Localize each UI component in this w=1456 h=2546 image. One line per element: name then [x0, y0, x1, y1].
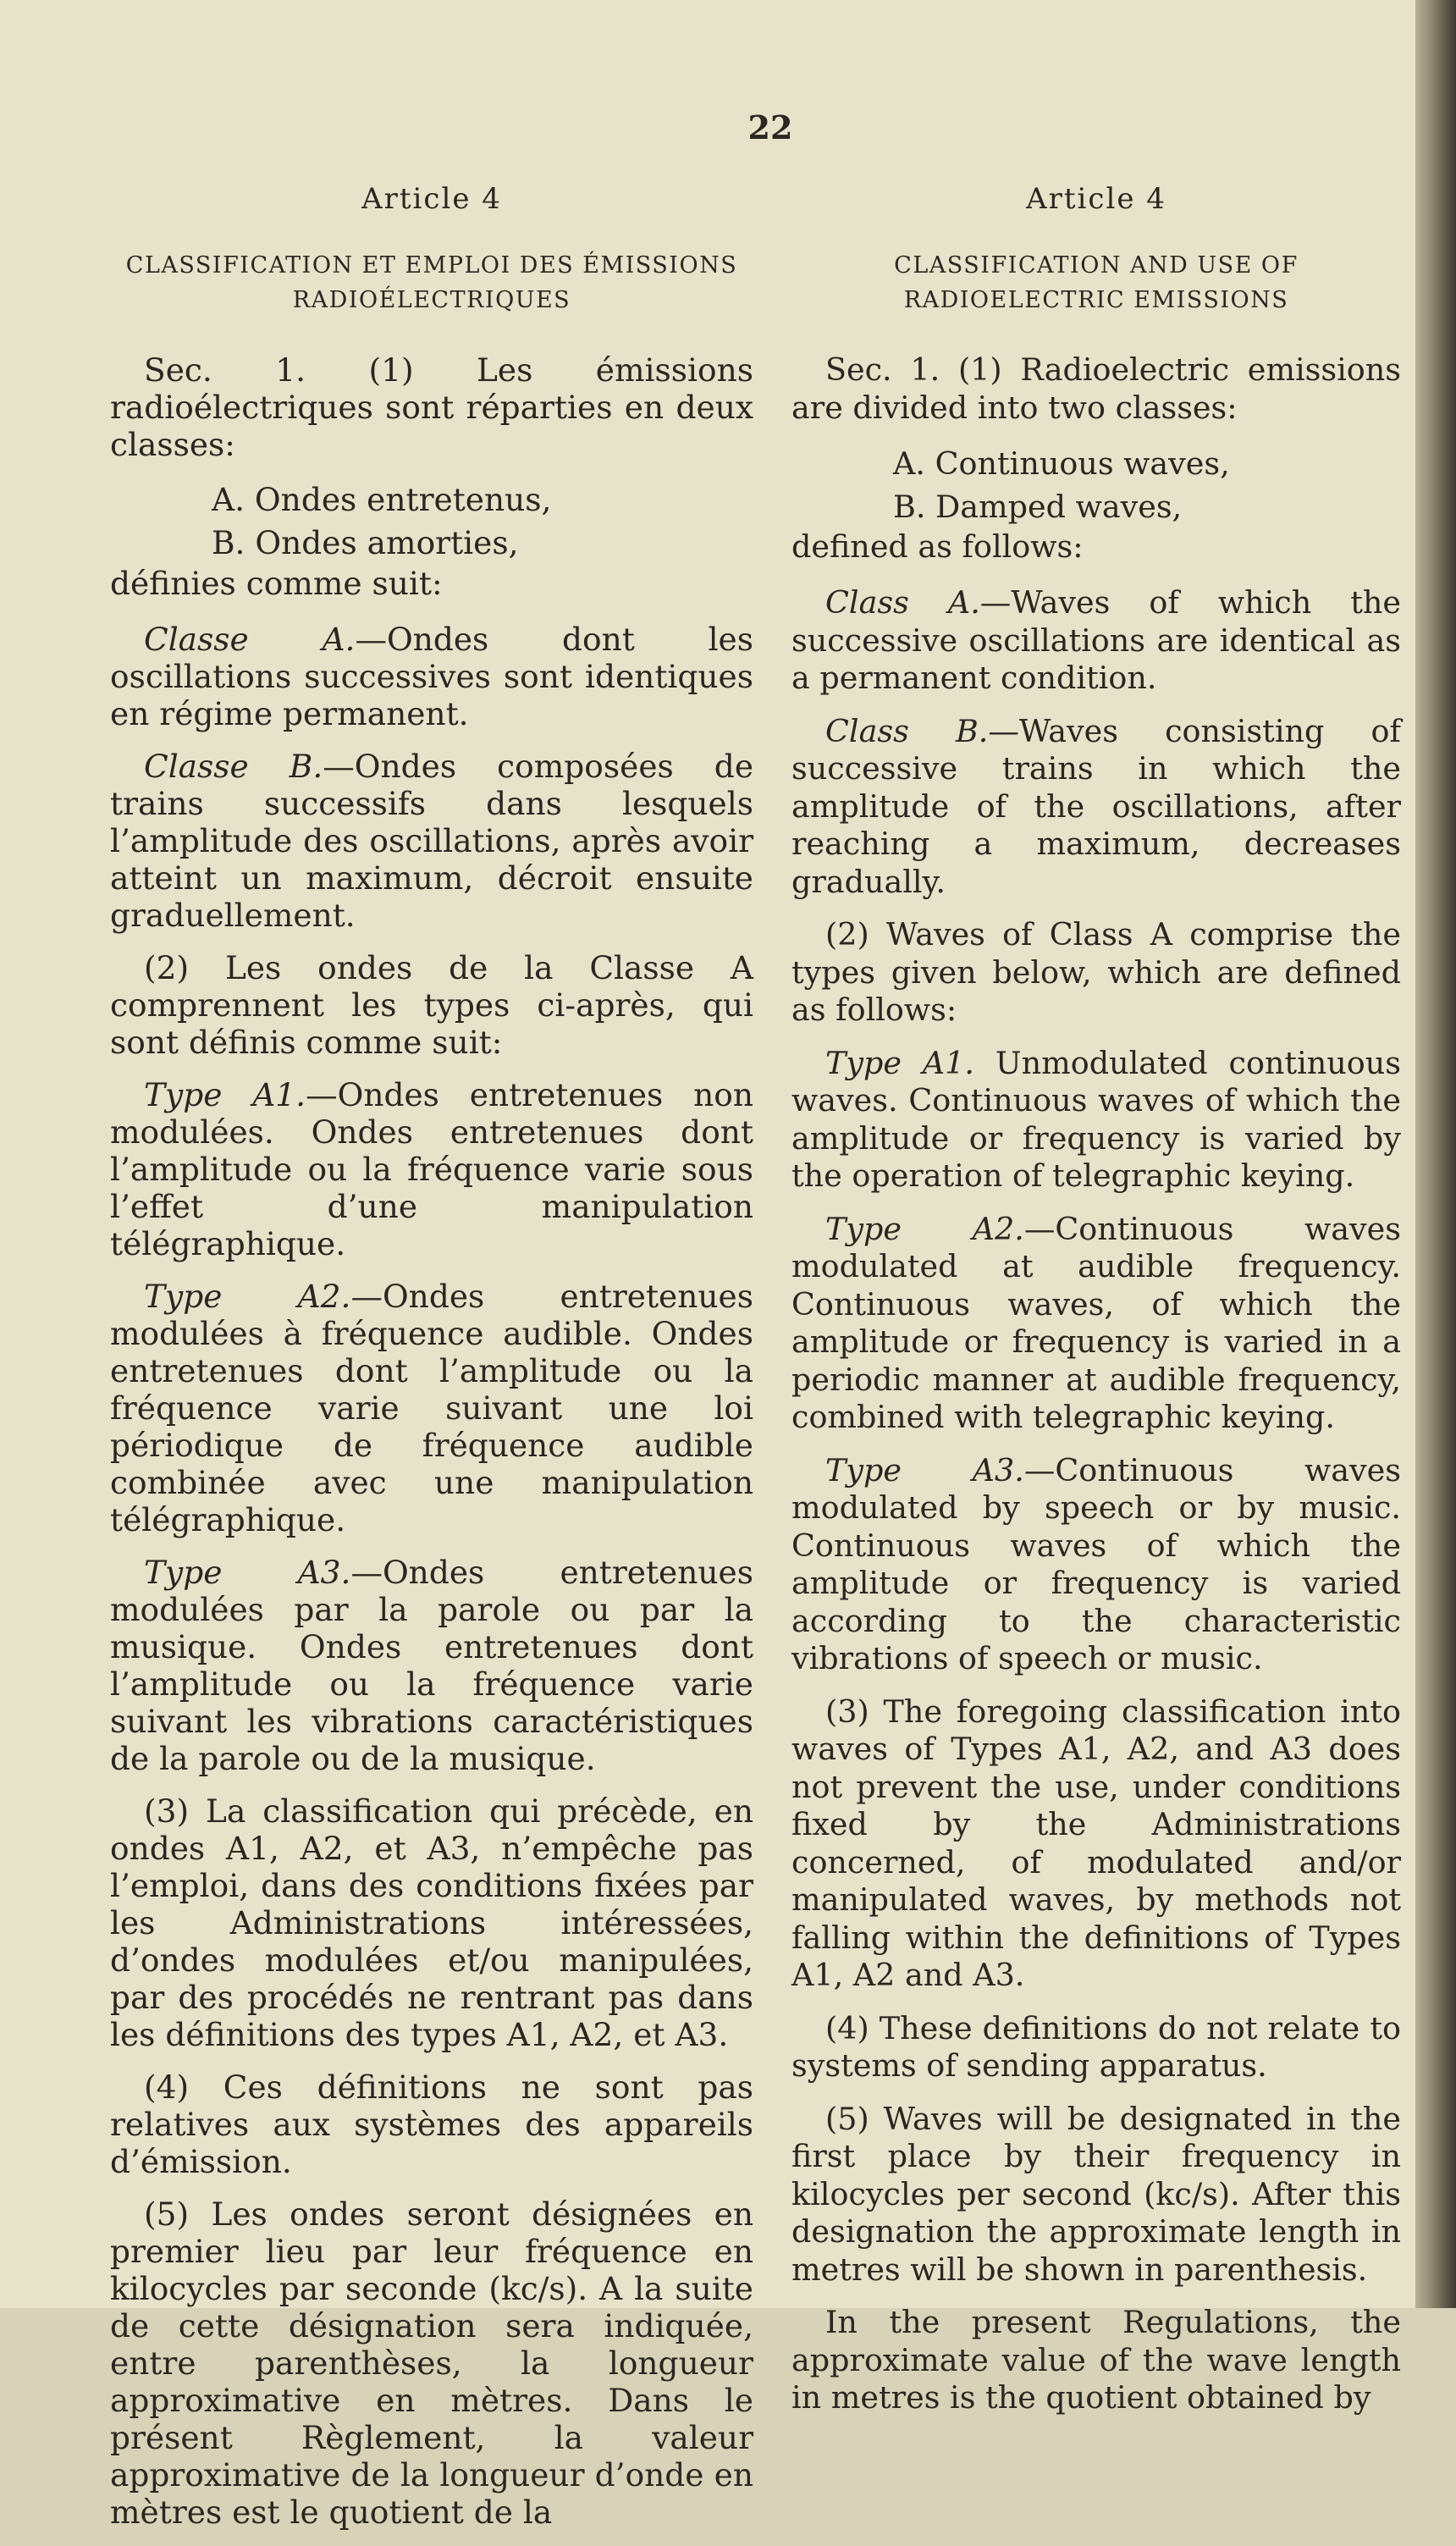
paragraph-4: (4) These definitions do not relate to systems of sending apparatus. — [791, 2009, 1401, 2084]
type-a3-text: —Ondes entretenues modulées par la parole ou par la musique. Ondes entretenues dont l’amplitude ou la fréquence varie suivant les vibrations caractéristiques de la parole ou de la musique. — [110, 1554, 753, 1777]
class-b-label: Class B. — [825, 712, 989, 749]
section-1-intro: Sec. 1. (1) Les émissions radioélectriques sont réparties en deux classes: — [110, 351, 753, 463]
type-a3-label: Type A3. — [144, 1554, 351, 1591]
class-a-definition — [791, 584, 1401, 698]
paragraph-3: (3) The foregoing classification into waves of Types A1, A2, and A3 does not prevent the use, under conditions fixed by the Administrations concerned, of modulated and/or manipulated waves, by methods not falling within the definitions of Types A1, A2 and A3. — [791, 1693, 1401, 1993]
class-list-item: A. Continuous waves, — [893, 445, 1230, 482]
paragraph-5: (5) Les ondes seront désignées en premier lieu par leur fréquence en kilocycles par seconde (kc/s). A la suite de cette désignation sera indiquée, entre parenthèses, la longueur approximative en mètres. Dans le présent Règlement, la valeur approximative de la longueur d’onde en mètres est le quotient de la — [110, 2195, 753, 2531]
paragraph-3: (3) La classification qui précède, en ondes A1, A2, et A3, n’empêche pas l’emploi, dans des conditions fixées par les Administrations intéressées, d’ondes modulées et/ou manipulées, par des procédés ne rentrant pas dans les définitions des types A1, A2, et A3. — [110, 1792, 753, 2053]
type-a3-definition — [110, 1554, 753, 1777]
english-column — [791, 182, 1401, 2433]
type-a1-text: —Ondes entretenues non modulées. Ondes entretenues dont l’amplitude ou la fréquence varie sous l’effet d’une manipulation télégraphique. — [110, 1076, 753, 1262]
defined-as: définies comme suit: — [110, 565, 443, 602]
class-b-definition — [110, 748, 753, 934]
type-a2-definition — [110, 1278, 753, 1538]
class-b-label: Classe B. — [144, 748, 323, 785]
type-a2-text: —Continuous waves modulated at audible frequency. Continuous waves, of which the amplitude or frequency is varied in a periodic manner at audible frequency, combined with telegraphic keying. — [791, 1210, 1401, 1435]
paragraph-2: (2) Waves of Class A comprise the types given below, which are defined as follows: — [791, 916, 1401, 1028]
class-b-text: —Ondes composées de trains successifs dans lesquels l’amplitude des oscillations, après avoir atteint un maximum, décroit ensuite graduellement. — [110, 748, 754, 934]
paragraph-2: (2) Les ondes de la Classe A comprennent les types ci-après, qui sont définis comme suit: — [110, 949, 753, 1061]
class-a-label: Class A. — [825, 584, 980, 621]
type-a2-text: —Ondes entretenues modulées à fréquence audible. Ondes entretenues dont l’amplitude ou la fréquence varie suivant une loi périodique de fréquence audible combinée avec une manipulation télégraphique. — [110, 1278, 753, 1538]
class-list-item: A. Ondes entretenus, — [212, 481, 552, 518]
page-edge — [1415, 0, 1456, 2308]
defined-as: defined as follows: — [791, 528, 1084, 565]
article-title: CLASSIFICATION AND USE OF RADIOELECTRIC EMISSIONS — [894, 252, 1299, 313]
french-column — [110, 182, 753, 2546]
type-a3-definition — [791, 1452, 1401, 1678]
class-a-label: Classe A. — [144, 621, 356, 658]
article-heading: Article 4 — [361, 182, 502, 216]
paragraph-4: (4) Ces définitions ne sont pas relatives aux systèmes des appareils d’émission. — [110, 2068, 753, 2180]
paragraph-6: In the present Regulations, the approximate value of the wave length in metres is the quotient obtained by — [791, 2304, 1401, 2416]
type-a1-definition — [791, 1045, 1401, 1196]
paragraph-5: (5) Waves will be designated in the first place by their frequency in kilocycles per second (kc/s). After this designation the approximate length in metres will be shown in parenthesis. — [791, 2100, 1401, 2288]
type-a1-definition — [110, 1076, 753, 1262]
type-a3-label: Type A3. — [825, 1451, 1024, 1488]
class-list — [791, 442, 1401, 528]
section-1-intro: Sec. 1. (1) Radioelectric emissions are divided into two classes: — [791, 351, 1401, 426]
class-b-definition — [791, 713, 1401, 902]
class-list — [110, 478, 753, 565]
class-a-text: —Waves of which the successive oscillations are identical as a permanent condition. — [791, 584, 1402, 696]
article-heading: Article 4 — [1026, 182, 1166, 216]
type-a2-label: Type A2. — [144, 1278, 351, 1315]
class-b-text: —Waves consisting of successive trains in which the amplitude of the oscillations, after reaching a maximum, decreases gradually. — [791, 712, 1401, 900]
type-a1-text: Unmodulated continuous waves. Continuous waves of which the amplitude or frequency is varied by the operation of telegraphic keying. — [791, 1044, 1401, 1194]
class-list-item: B. Damped waves, — [893, 489, 1183, 525]
type-a1-label: Type A1. — [144, 1076, 306, 1113]
type-a2-definition — [791, 1211, 1401, 1437]
class-a-definition — [110, 621, 753, 732]
page-number: 22 — [747, 108, 793, 146]
type-a3-text: —Continuous waves modulated by speech or by music. Continuous waves of which the amplitude or frequency is varied according to the characteristic vibrations of speech or music. — [791, 1451, 1401, 1676]
type-a2-label: Type A2. — [825, 1210, 1024, 1247]
class-a-text: —Ondes dont les oscillations successives sont identiques en régime permanent. — [110, 621, 753, 732]
class-list-item: B. Ondes amorties, — [212, 524, 519, 561]
type-a1-label: Type A1. — [825, 1044, 974, 1081]
article-title: CLASSIFICATION ET EMPLOI DES ÉMISSIONS RADIOÉLECTRIQUES — [125, 252, 738, 313]
